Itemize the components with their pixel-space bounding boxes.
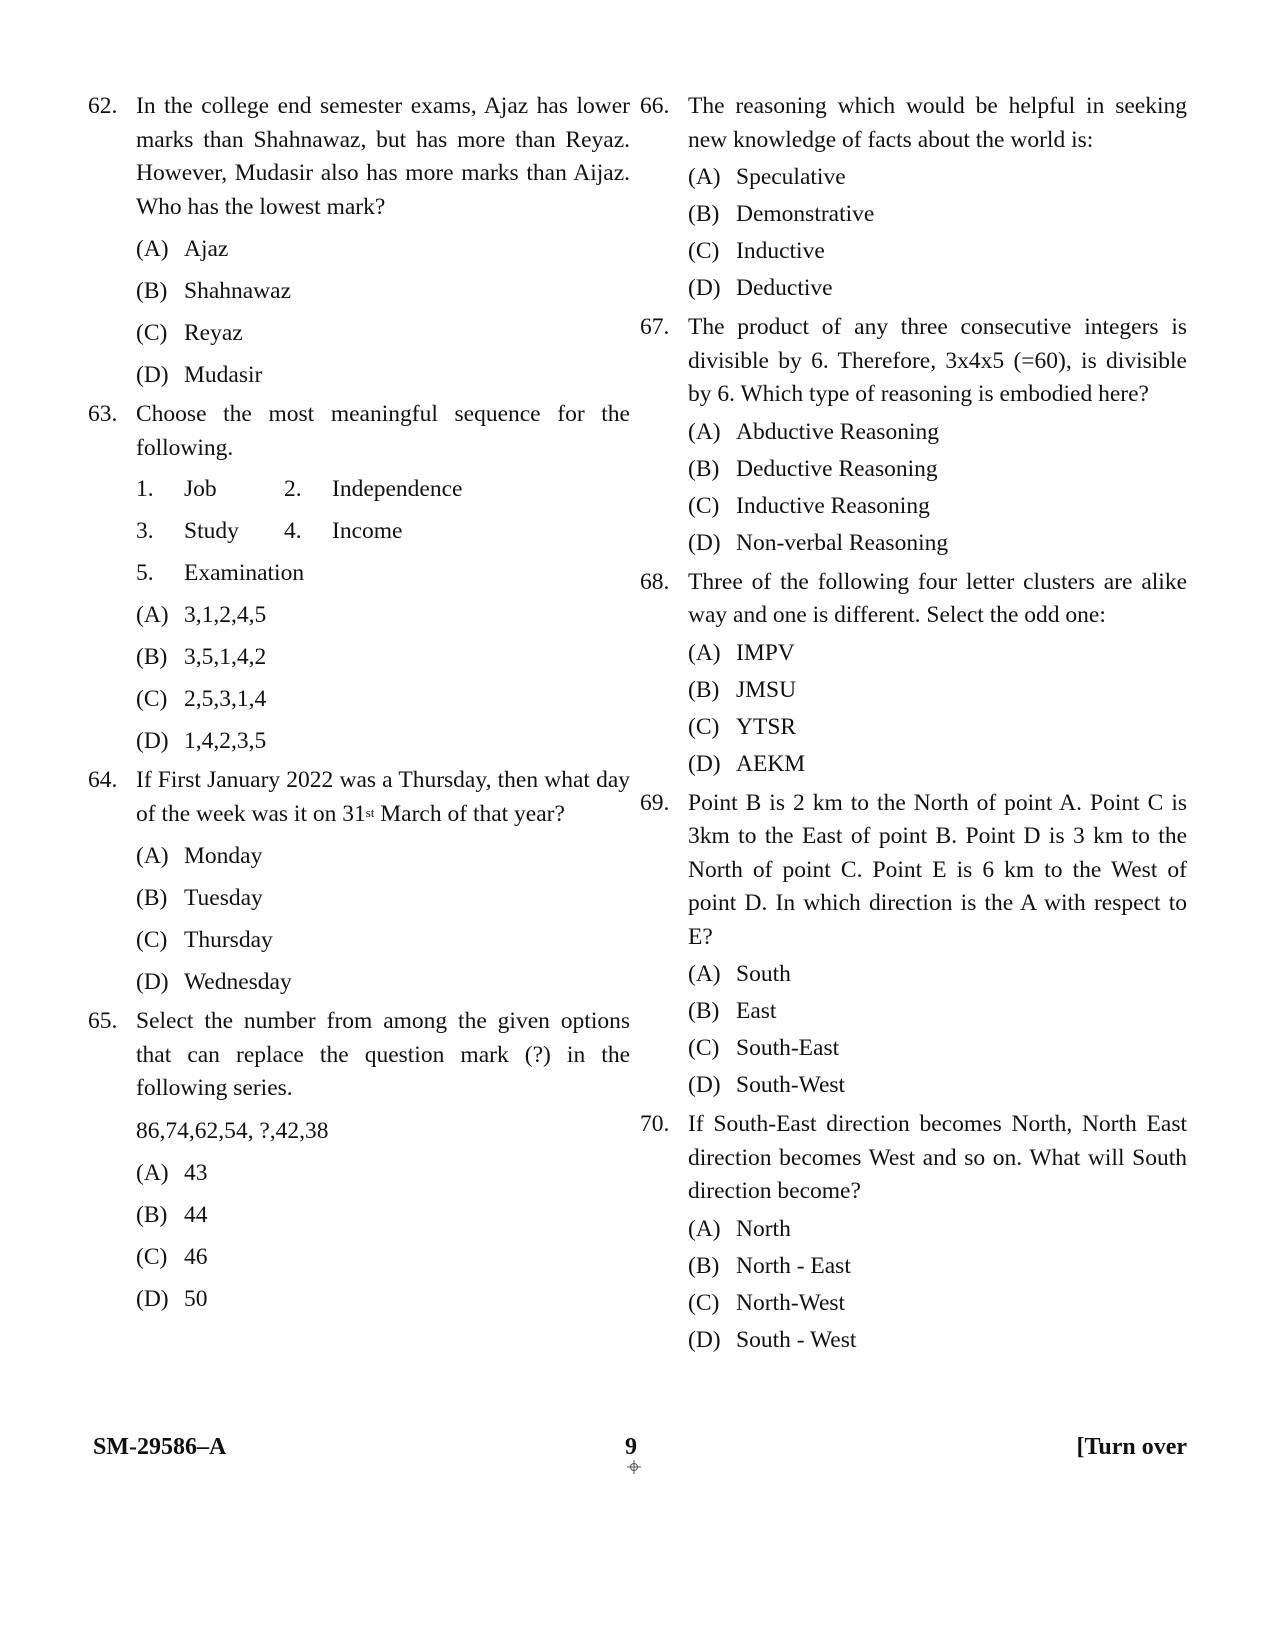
option-text: Reyaz <box>184 320 243 346</box>
turn-over-label: [Turn over <box>1076 1434 1187 1460</box>
option-letter: (C) <box>136 320 168 346</box>
option-letter: (B) <box>688 998 720 1024</box>
option-text: North-West <box>736 1289 846 1316</box>
question-number: 62. <box>88 93 118 119</box>
option-text: 44 <box>184 1201 208 1228</box>
option-letter: (A) <box>136 236 169 262</box>
option-text: Thursday <box>184 927 273 953</box>
question-text: The product of any three consecutive integers is divisible by 6. Therefore, 3x4x5 (=60), is divisible by 6. Which type of reasoning is embodied here? <box>688 314 1187 407</box>
option-a <box>688 637 1187 670</box>
question-64 <box>88 764 630 999</box>
option-c <box>688 235 1187 268</box>
question-67 <box>640 311 1187 560</box>
option-c <box>136 924 630 957</box>
item-number: 4. <box>284 518 302 544</box>
option-text: South <box>736 961 791 987</box>
option-a <box>136 1157 630 1190</box>
item-text: Independence <box>332 476 463 502</box>
option-text: Demonstrative <box>736 201 875 227</box>
option-a <box>136 599 630 632</box>
question-62 <box>88 90 630 392</box>
sequence-items <box>136 473 630 590</box>
question-text-part: March of that year? <box>374 800 565 827</box>
option-text: 1,4,2,3,5 <box>184 728 267 754</box>
question-text <box>136 764 630 831</box>
option-text: Monday <box>184 843 263 869</box>
option-letter: (A) <box>136 1159 169 1186</box>
option-b <box>688 453 1187 486</box>
question-number: 64. <box>88 767 118 793</box>
option-letter: (C) <box>136 1243 168 1270</box>
option-c <box>136 1241 630 1274</box>
option-b <box>136 275 630 308</box>
option-letter: (A) <box>688 164 721 190</box>
question-text: Point B is 2 km to the North of point A. Point C is 3km to the East of point B. Point D is 3 km to the North of point C. Point E is 6 km to the West of point D. In which direction is the A with respect to E? <box>688 789 1187 950</box>
option-d <box>688 527 1187 560</box>
option-text: Wednesday <box>184 969 292 995</box>
option-c <box>136 683 630 716</box>
question-68 <box>640 566 1187 781</box>
option-text: 50 <box>184 1285 208 1312</box>
question-text: In the college end semester exams, Ajaz has lower marks than Shahnawaz, but has more than Reyaz. However, Mudasir also has more marks than Aijaz. Who has the lowest mark? <box>136 93 630 220</box>
option-a <box>688 161 1187 194</box>
question-text-part: If First January 2022 was a Thursday, then what day of the week was it on 31 <box>136 767 630 827</box>
options-list <box>688 1213 1187 1357</box>
option-d <box>136 359 630 392</box>
option-d <box>688 1324 1187 1357</box>
sequence-row <box>136 557 630 590</box>
option-letter: (D) <box>136 362 169 388</box>
option-d <box>136 1283 630 1316</box>
option-text: IMPV <box>736 639 795 666</box>
option-d <box>688 748 1187 781</box>
question-number: 67. <box>640 314 670 340</box>
option-letter: (A) <box>136 602 169 628</box>
option-text: AEKM <box>736 750 806 777</box>
options-list <box>136 1157 630 1316</box>
option-letter: (D) <box>688 275 721 301</box>
option-letter: (B) <box>688 201 720 227</box>
item-number: 3. <box>136 518 154 544</box>
option-text: South-West <box>736 1072 846 1098</box>
option-letter: (A) <box>688 639 721 666</box>
option-letter: (B) <box>136 644 168 670</box>
question-69 <box>640 787 1187 1103</box>
option-text: Deductive <box>736 275 833 301</box>
option-b <box>136 882 630 915</box>
sequence-row <box>136 473 630 506</box>
item-number: 1. <box>136 476 154 502</box>
option-d <box>136 966 630 999</box>
option-text: Speculative <box>736 164 846 190</box>
option-letter: (B) <box>688 676 720 703</box>
option-b <box>688 674 1187 707</box>
question-65 <box>88 1005 630 1316</box>
option-letter: (C) <box>688 1035 720 1061</box>
option-b <box>688 995 1187 1028</box>
option-letter: (B) <box>136 1201 168 1228</box>
option-text: South - West <box>736 1326 857 1353</box>
option-c <box>688 711 1187 744</box>
option-letter: (A) <box>688 1215 721 1242</box>
option-text: East <box>736 998 777 1024</box>
item-number: 2. <box>284 476 302 502</box>
question-66 <box>640 90 1187 305</box>
option-c <box>688 1032 1187 1065</box>
right-column <box>640 90 1187 1357</box>
option-a <box>688 1213 1187 1246</box>
options-list <box>136 599 630 758</box>
option-letter: (D) <box>136 728 169 754</box>
question-number: 65. <box>88 1008 118 1034</box>
options-list <box>136 233 630 392</box>
option-d <box>688 1069 1187 1102</box>
item-text: Income <box>332 518 403 544</box>
question-number: 68. <box>640 568 670 595</box>
sequence-row <box>136 515 630 548</box>
question-number: 69. <box>640 789 670 816</box>
option-text: Ajaz <box>184 236 229 262</box>
question-number: 63. <box>88 401 118 427</box>
option-c <box>136 317 630 350</box>
option-letter: (D) <box>688 1326 721 1353</box>
option-letter: (D) <box>688 750 721 777</box>
left-column <box>88 90 630 1316</box>
option-letter: (D) <box>136 969 169 995</box>
option-letter: (C) <box>688 238 720 264</box>
option-letter: (C) <box>136 927 168 953</box>
option-letter: (A) <box>136 843 169 869</box>
item-text: Job <box>184 476 217 502</box>
question-text: The reasoning which would be helpful in seeking new knowledge of facts about the world is: <box>688 93 1187 153</box>
option-text: JMSU <box>736 676 797 703</box>
option-letter: (C) <box>688 492 720 519</box>
option-b <box>136 1199 630 1232</box>
option-b <box>136 641 630 674</box>
question-text: Choose the most meaningful sequence for the following. <box>136 401 630 461</box>
option-text: Inductive Reasoning <box>736 492 930 519</box>
option-letter: (B) <box>136 278 168 304</box>
option-text: Tuesday <box>184 885 263 911</box>
option-letter: (C) <box>688 1289 720 1316</box>
superscript: st <box>365 804 375 820</box>
option-text: North - East <box>736 1252 851 1279</box>
option-text: 3,1,2,4,5 <box>184 602 267 628</box>
option-text: North <box>736 1215 791 1242</box>
options-list <box>688 958 1187 1102</box>
option-text: Mudasir <box>184 362 263 388</box>
paper-code: SM-29586–A <box>93 1434 227 1460</box>
option-letter: (B) <box>136 885 168 911</box>
options-list <box>688 161 1187 305</box>
option-letter: (A) <box>688 418 721 445</box>
option-letter: (B) <box>688 455 720 482</box>
option-letter: (C) <box>688 713 720 740</box>
option-a <box>136 233 630 266</box>
options-list <box>688 637 1187 781</box>
option-text: 3,5,1,4,2 <box>184 644 267 670</box>
option-text: South-East <box>736 1035 840 1061</box>
question-text: Select the number from among the given options that can replace the question mark (?) in the following series. <box>136 1008 630 1101</box>
option-b <box>688 198 1187 231</box>
item-text: Examination <box>184 560 305 586</box>
option-a <box>688 416 1187 449</box>
option-text: 43 <box>184 1159 208 1186</box>
option-a <box>688 958 1187 991</box>
option-text: 46 <box>184 1243 208 1270</box>
option-letter: (D) <box>136 1285 169 1312</box>
number-series: 86,74,62,54, ?,42,38 <box>136 1117 329 1144</box>
options-list <box>136 840 630 999</box>
question-70 <box>640 1108 1187 1357</box>
option-text: Shahnawaz <box>184 278 292 304</box>
option-letter: (B) <box>688 1252 720 1279</box>
option-text: YTSR <box>736 713 797 740</box>
option-d <box>688 272 1187 305</box>
options-list <box>688 416 1187 560</box>
item-number: 5. <box>136 560 154 586</box>
question-text: If South-East direction becomes North, North East direction becomes West and so on. What will South direction become? <box>688 1111 1187 1204</box>
option-letter: (D) <box>688 1072 721 1098</box>
registration-mark-icon <box>627 1460 641 1474</box>
option-c <box>688 490 1187 523</box>
option-b <box>688 1250 1187 1283</box>
option-text: Inductive <box>736 238 825 264</box>
question-text: Three of the following four letter clusters are alike way and one is different. Select the odd one: <box>688 568 1187 628</box>
item-text: Study <box>184 518 239 544</box>
option-letter: (D) <box>688 529 721 556</box>
option-letter: (A) <box>688 961 721 987</box>
question-63 <box>88 398 630 758</box>
option-a <box>136 840 630 873</box>
option-text: Deductive Reasoning <box>736 455 938 482</box>
option-text: Abductive Reasoning <box>736 418 939 445</box>
option-text: 2,5,3,1,4 <box>184 686 267 712</box>
option-text: Non-verbal Reasoning <box>736 529 949 556</box>
option-letter: (C) <box>136 686 168 712</box>
option-d <box>136 725 630 758</box>
question-number: 70. <box>640 1111 670 1137</box>
question-number: 66. <box>640 93 670 119</box>
option-c <box>688 1287 1187 1320</box>
page-number: 9 <box>625 1434 637 1460</box>
